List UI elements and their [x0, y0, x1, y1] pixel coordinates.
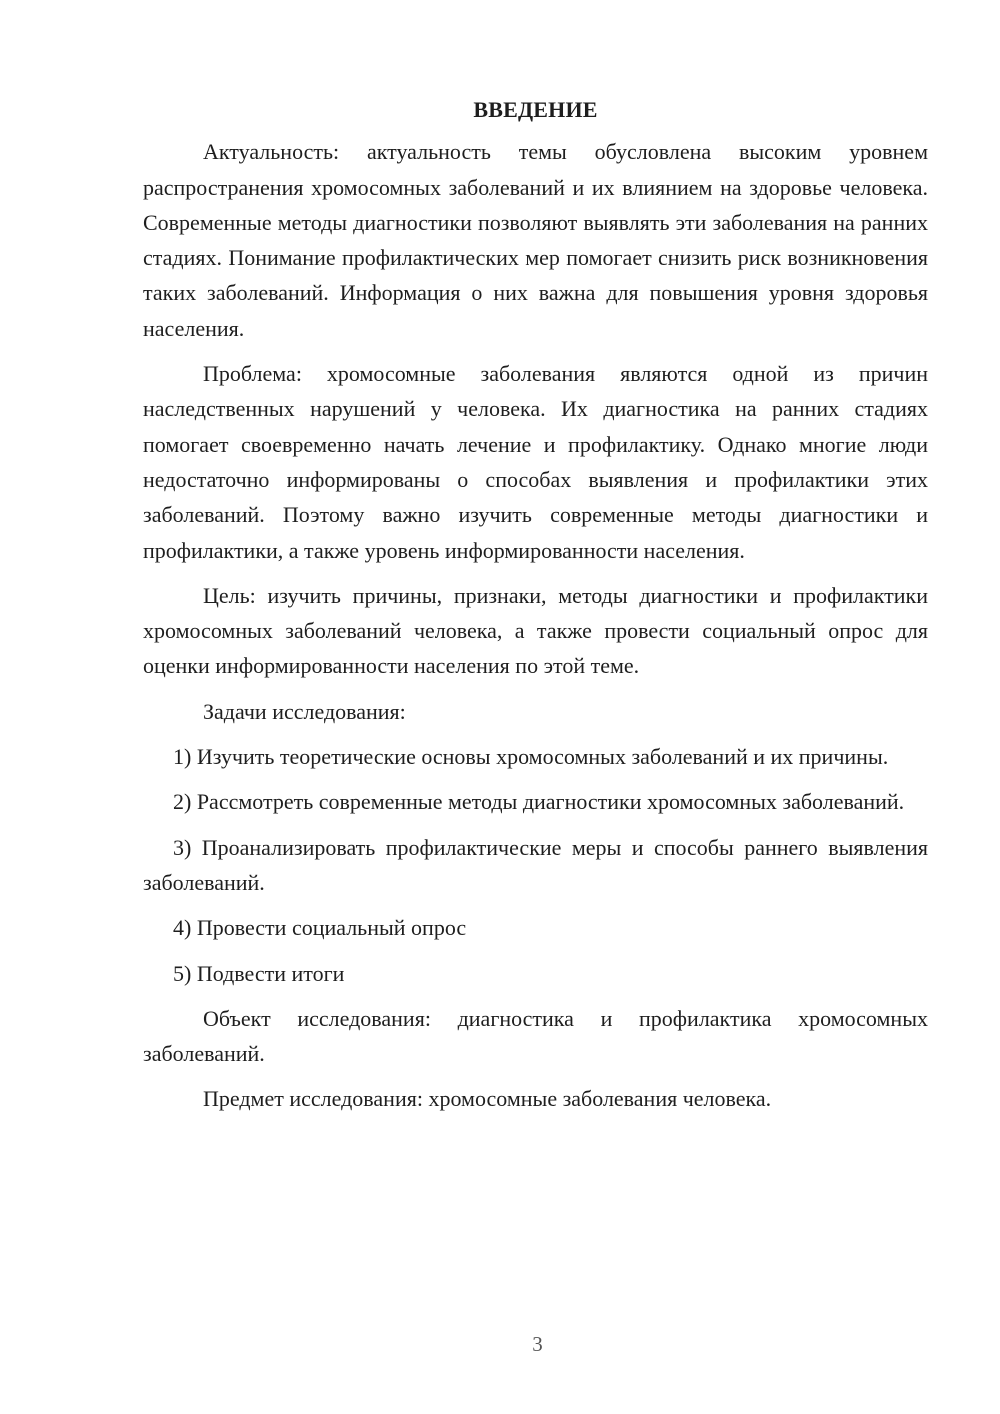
task-item-3: 3) Проанализировать профилактические меры и способы раннего выявления заболеваний. — [143, 834, 928, 895]
task-item-5: 5) Подвести итоги — [173, 960, 345, 986]
problem-paragraph: Проблема: хромосомные заболевания являются одной из причин наследственных нарушений у человека. Их диагностика на ранних стадиях помогает своевременно начать лечение и профилактику. Однако многие люди недостаточно информированы о способах выявления и профилактики этих заболеваний. Поэтому важно изучить современные методы диагностики и профилактики, а также уровень информированности населения. — [143, 361, 928, 563]
page-title: ВВЕДЕНИЕ — [473, 97, 598, 122]
object-paragraph: Объект исследования: диагностика и профилактика хромосомных заболеваний. — [143, 1005, 928, 1067]
task-item-1: 1) Изучить теоретические основы хромосомных заболеваний и их причины. — [173, 744, 889, 770]
page-number: 3 — [532, 1332, 543, 1356]
tasks-heading: Задачи исследования: — [203, 698, 406, 724]
goal-paragraph: Цель: изучить причины, признаки, методы диагностики и профилактики хромосомных заболеваний человека, а также провести социальный опрос для оценки информированности населения по этой теме. — [143, 582, 928, 679]
subject-paragraph: Предмет исследования: хромосомные заболевания человека. — [203, 1086, 772, 1112]
task-item-4: 4) Провести социальный опрос — [173, 915, 467, 941]
document-page — [143, 92, 928, 1127]
task-item-2: 2) Рассмотреть современные методы диагностики хромосомных заболеваний. — [173, 789, 905, 815]
relevance-paragraph: Актуальность: актуальность темы обусловлена высоким уровнем распространения хромосомных заболеваний и их влиянием на здоровье человека. Современные методы диагностики позволяют выявлять эти заболевания на ранних стадиях. Понимание профилактических мер помогает снизить риск возникновения таких заболеваний. Информация о них важна для повышения уровня здоровья населения. — [143, 139, 928, 341]
